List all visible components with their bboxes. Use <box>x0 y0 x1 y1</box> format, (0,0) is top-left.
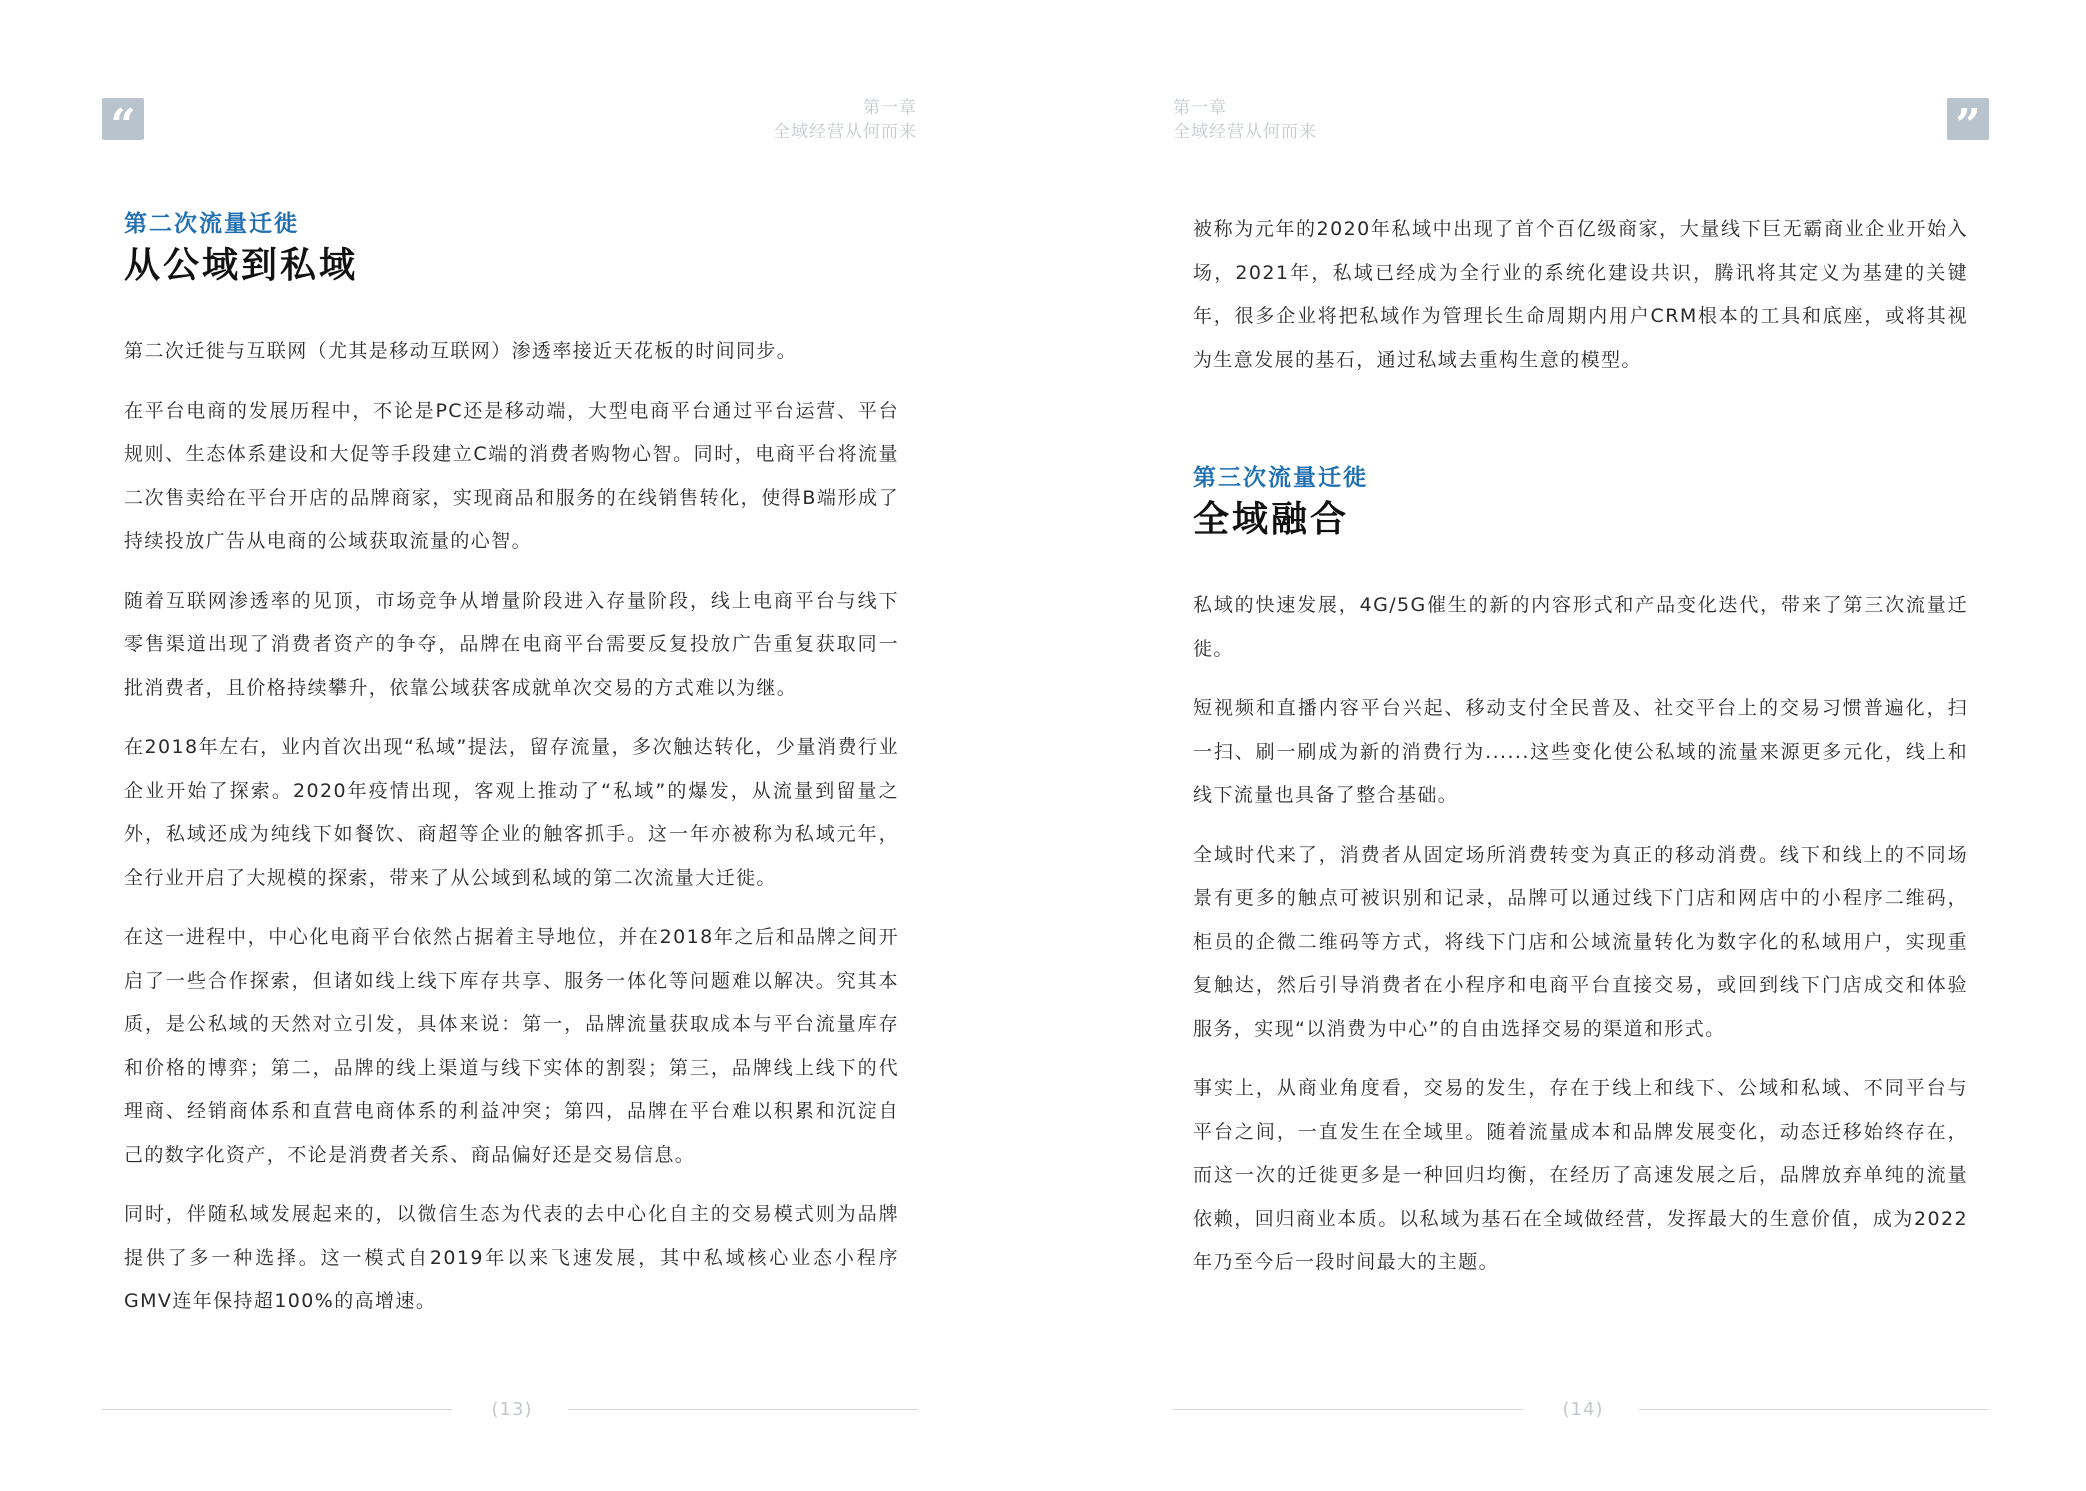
footer-rule <box>102 1409 452 1410</box>
section-spacer <box>1193 398 1968 462</box>
paragraph: 随着互联网渗透率的见顶，市场竞争从增量阶段进入存量阶段，线上电商平台与线下零售渠道出现了消费者资产的争夺，品牌在电商平台需要反复投放广告重复获取同一批消费者，且价格持续攀升，依靠公域获客成就单次交易的方式难以为继。 <box>124 589 899 699</box>
paragraph: 被称为元年的2020年私域中出现了首个百亿级商家，大量线下巨无霸商业企业开始入场，2021年，私域已经成为全行业的系统化建设共识，腾讯将其定义为基建的关键年，很多企业将把私域作为管理长生命周期内用户CRM根本的工具和底座，或将其视为生意发展的基石，通过私域去重构生意的模型。 <box>1193 218 1968 371</box>
footer-rule <box>1173 1409 1523 1410</box>
right-page-content <box>1193 208 1968 1301</box>
section-kicker: 第二次流量迁徙 <box>124 211 299 237</box>
running-head-title: 全域经营从何而来 <box>1173 122 1317 142</box>
footer-rule <box>1639 1409 1989 1410</box>
page-footer-left <box>0 1398 1043 1422</box>
left-page-content <box>124 208 899 1340</box>
running-head-chapter: 第一章 <box>863 98 917 118</box>
page-footer-right <box>1043 1398 2086 1422</box>
running-head-chapter: 第一章 <box>1173 98 1227 118</box>
paragraph: 第二次迁徙与互联网（尤其是移动互联网）渗透率接近天花板的时间同步。 <box>124 340 798 362</box>
paragraph: 私域的快速发展，4G/5G催生的新的内容形式和产品变化迭代，带来了第三次流量迁徙。 <box>1193 594 1968 660</box>
open-quote-icon: “ <box>102 98 144 140</box>
running-head-title: 全域经营从何而来 <box>773 122 917 142</box>
right-page <box>1043 0 2086 1491</box>
section-heading: 从公域到私域 <box>124 245 359 286</box>
paragraph: 同时，伴随私域发展起来的，以微信生态为代表的去中心化自主的交易模式则为品牌提供了多一种选择。这一模式自2019年以来飞速发展，其中私域核心业态小程序GMV连年保持超100%的高增速。 <box>124 1203 899 1312</box>
close-quote-icon: ” <box>1947 98 1989 140</box>
footer-rule <box>568 1409 918 1410</box>
page-number: (14) <box>1562 1399 1604 1420</box>
page-number: (13) <box>491 1399 533 1420</box>
section-kicker: 第三次流量迁徙 <box>1193 465 1368 491</box>
paragraph: 短视频和直播内容平台兴起、移动支付全民普及、社交平台上的交易习惯普遍化，扫一扫、刷一刷成为新的消费行为......这些变化使公私域的流量来源更多元化，线上和线下流量也具备了整合基础。 <box>1193 697 1968 806</box>
paragraph: 在这一进程中，中心化电商平台依然占据着主导地位，并在2018年之后和品牌之间开启了一些合作探索，但诸如线上线下库存共享、服务一体化等问题难以解决。究其本质，是公私域的天然对立引发，具体来说：第一，品牌流量获取成本与平台流量库存和价格的博弈；第二，品牌的线上渠道与线下实体的割裂；第三，品牌线上线下的代理商、经销商体系和直营电商体系的利益冲突；第四，品牌在平台难以积累和沉淀自己的数字化资产，不论是消费者关系、商品偏好还是交易信息。 <box>124 926 899 1166</box>
running-head-left <box>773 96 917 144</box>
paragraph: 在2018年左右，业内首次出现“私域”提法，留存流量，多次触达转化，少量消费行业企业开始了探索。2020年疫情出现，客观上推动了“私域”的爆发，从流量到留量之外，私域还成为纯线下如餐饮、商超等企业的触客抓手。这一年亦被称为私域元年，全行业开启了大规模的探索，带来了从公域到私域的第二次流量大迁徙。 <box>124 736 899 889</box>
section-heading: 全域融合 <box>1193 499 1350 540</box>
paragraph: 全域时代来了，消费者从固定场所消费转变为真正的移动消费。线下和线上的不同场景有更多的触点可被识别和记录，品牌可以通过线下门店和网店中的小程序二维码，柜员的企微二维码等方式，将线下门店和公域流量转化为数字化的私域用户，实现重复触达，然后引导消费者在小程序和电商平台直接交易，或回到线下门店成交和体验服务，实现“以消费为中心”的自由选择交易的渠道和形式。 <box>1193 843 1968 1040</box>
running-head-right <box>1173 96 1317 144</box>
paragraph: 在平台电商的发展历程中，不论是PC还是移动端，大型电商平台通过平台运营、平台规则、生态体系建设和大促等手段建立C端的消费者购物心智。同时，电商平台将流量二次售卖给在平台开店的品牌商家，实现商品和服务的在线销售转化，使得B端形成了持续投放广告从电商的公域获取流量的心智。 <box>124 399 899 552</box>
paragraph: 事实上，从商业角度看，交易的发生，存在于线上和线下、公域和私域、不同平台与平台之间，一直发生在全域里。随着流量成本和品牌发展变化，动态迁移始终存在，而这一次的迁徙更多是一种回归均衡，在经历了高速发展之后，品牌放弃单纯的流量依赖，回归商业本质。以私域为基石在全域做经营，发挥最大的生意价值，成为2022年乃至今后一段时间最大的主题。 <box>1193 1077 1968 1273</box>
